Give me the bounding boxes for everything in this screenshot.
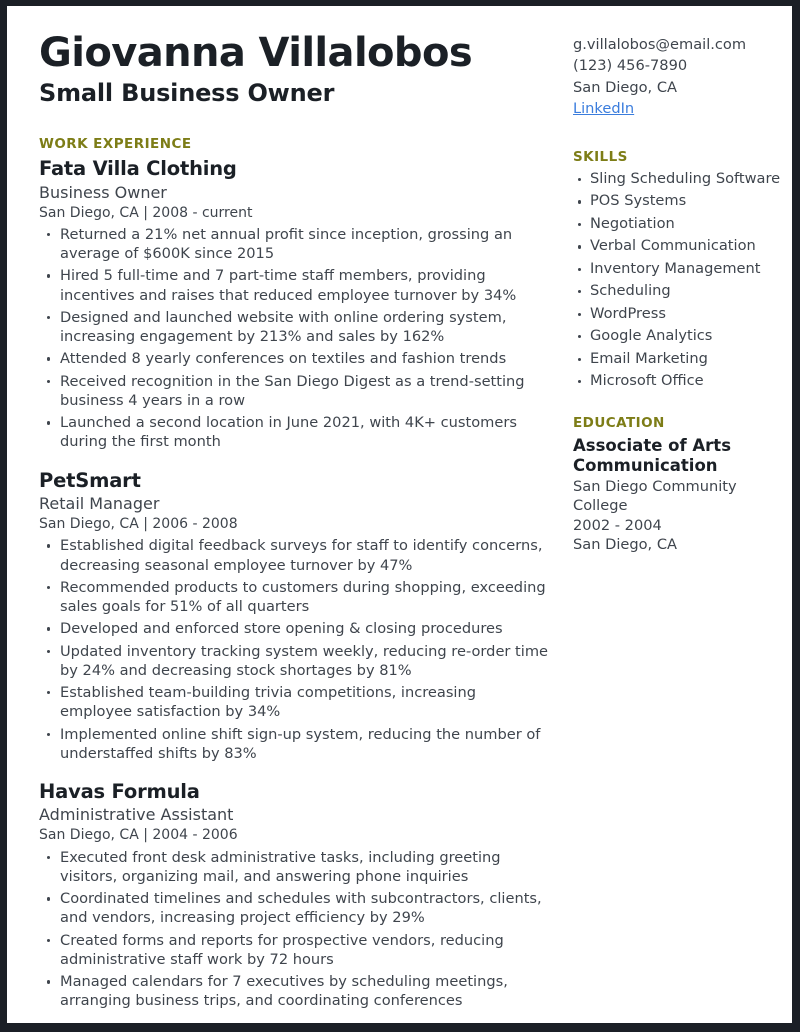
- list-item: Implemented online shift sign-up system, reducing the number of understaffed shifts by 83%: [39, 725, 549, 764]
- list-item: Established digital feedback surveys for staff to identify concerns, decreasing seasonal employee turnover by 47%: [39, 536, 549, 575]
- list-item: Managed calendars for 7 executives by scheduling meetings, arranging business trips, and coordinating conferences: [39, 972, 549, 1011]
- job-bullet-list: [39, 225, 549, 452]
- list-item: Negotiation: [573, 215, 789, 234]
- list-item: Email Marketing: [573, 350, 789, 369]
- contact-location: San Diego, CA: [573, 78, 678, 96]
- resume-page: [7, 6, 792, 1023]
- list-item: Hired 5 full-time and 7 part-time staff members, providing incentives and raises that reduced employee turnover by 34%: [39, 266, 549, 305]
- job-title: Business Owner: [39, 182, 167, 202]
- list-item: Scheduling: [573, 282, 789, 301]
- job-bullet-list: [39, 848, 549, 1011]
- list-item: Launched a second location in June 2021, with 4K+ customers during the first month: [39, 413, 549, 452]
- job-location-dates: San Diego, CA | 2006 - 2008: [39, 516, 238, 533]
- skills-list: [573, 170, 789, 391]
- section-heading-skills: SKILLS: [573, 148, 628, 165]
- list-item: Returned a 21% net annual profit since inception, grossing an average of $600K since 2015: [39, 225, 549, 264]
- list-item: Received recognition in the San Diego Digest as a trend-setting business 4 years in a row: [39, 372, 549, 411]
- contact-block: [573, 34, 789, 120]
- list-item: Executed front desk administrative tasks, including greeting visitors, organizing mail, and answering phone inquiries: [39, 848, 549, 887]
- list-item: Google Analytics: [573, 327, 789, 346]
- job-title: Retail Manager: [39, 494, 160, 514]
- list-item: Designed and launched website with online ordering system, increasing engagement by 213% and sales by 162%: [39, 308, 549, 347]
- job-location-dates: San Diego, CA | 2008 - current: [39, 204, 253, 221]
- linkedin-link[interactable]: LinkedIn: [573, 100, 635, 118]
- job-company: PetSmart: [39, 468, 141, 492]
- list-item: Developed and enforced store opening & closing procedures: [39, 619, 549, 638]
- professional-headline: Small Business Owner: [39, 79, 335, 107]
- list-item: Microsoft Office: [573, 372, 789, 391]
- list-item: Recommended products to customers during shopping, exceeding sales goals for 51% of all quarters: [39, 578, 549, 617]
- section-heading-work-experience: WORK EXPERIENCE: [39, 136, 192, 153]
- education-years: 2002 - 2004: [573, 517, 662, 535]
- list-item: Created forms and reports for prospective vendors, reducing administrative staff work by 72 hours: [39, 931, 549, 970]
- work-experience-section: [39, 136, 549, 1010]
- job-bullet-list: [39, 536, 549, 763]
- list-item: Sling Scheduling Software: [573, 170, 789, 189]
- list-item: POS Systems: [573, 192, 789, 211]
- job-entry: [39, 780, 549, 1011]
- job-company: Havas Formula: [39, 780, 200, 804]
- list-item: Updated inventory tracking system weekly, reducing re-order time by 24% and decreasing stock shortages by 81%: [39, 642, 549, 681]
- contact-email: g.villalobos@email.com: [573, 36, 747, 53]
- education-section: [573, 415, 789, 555]
- main-column: [39, 32, 557, 1011]
- job-title: Administrative Assistant: [39, 805, 234, 825]
- list-item: Coordinated timelines and schedules with subcontractors, clients, and vendors, increasing project efficiency by 29%: [39, 889, 549, 928]
- list-item: Established team-building trivia competitions, increasing employee satisfaction by 34%: [39, 683, 549, 722]
- job-entry: [39, 157, 549, 451]
- skills-section: [573, 149, 789, 391]
- job-company: Fata Villa Clothing: [39, 157, 237, 181]
- education-degree: Associate of Arts Communication: [573, 435, 732, 475]
- contact-phone: (123) 456-7890: [573, 57, 688, 75]
- education-location: San Diego, CA: [573, 536, 678, 554]
- list-item: Inventory Management: [573, 260, 789, 279]
- page-title: Giovanna Villalobos: [39, 30, 473, 76]
- list-item: WordPress: [573, 305, 789, 324]
- education-school: San Diego Community College: [573, 477, 737, 514]
- side-column: [557, 32, 789, 555]
- job-entry: [39, 469, 549, 763]
- section-heading-education: EDUCATION: [573, 414, 665, 431]
- job-location-dates: San Diego, CA | 2004 - 2006: [39, 827, 238, 844]
- list-item: Verbal Communication: [573, 237, 789, 256]
- list-item: Attended 8 yearly conferences on textiles and fashion trends: [39, 349, 549, 368]
